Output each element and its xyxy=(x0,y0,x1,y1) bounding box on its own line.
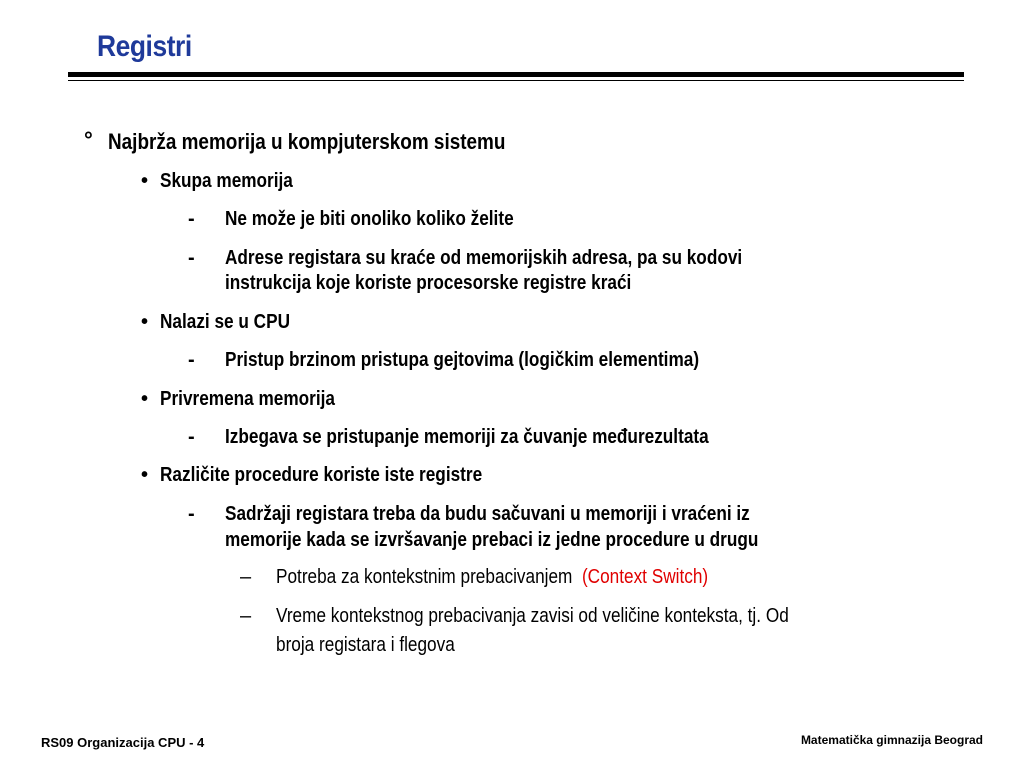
title-divider-thick xyxy=(68,72,964,77)
context-switch-highlight: (Context Switch) xyxy=(581,566,709,588)
bullet-dot-icon: • xyxy=(141,464,149,486)
sub-bullet-2 xyxy=(160,311,311,334)
detail-item-2-line2 xyxy=(276,634,484,657)
sub-sub-bullet-2-1-text: Pristup brzinom pristupa gejtovima (logičkim elementima) xyxy=(225,349,700,371)
sub-sub-bullet-3-1-text: Izbegava se pristupanje memoriji za čuvanje međurezultata xyxy=(225,426,709,448)
sub-sub-bullet-1-1 xyxy=(225,208,561,231)
sub-bullet-3-text: Privremena memorija xyxy=(160,388,335,410)
sub-bullet-1-text: Skupa memorija xyxy=(160,170,293,192)
sub-bullet-3 xyxy=(160,388,363,411)
dash-marker: - xyxy=(188,208,195,230)
sub-bullet-1 xyxy=(160,170,315,193)
title-divider-thin xyxy=(68,80,964,81)
sub-sub-bullet-4-1-line1 xyxy=(225,503,835,526)
dash-marker: - xyxy=(188,247,195,269)
sub-sub-bullet-1-2-line2 xyxy=(225,272,697,295)
endash-marker: – xyxy=(240,566,252,588)
dash-marker: - xyxy=(188,503,195,525)
sub-sub-bullet-1-2-line2-text: instrukcija koje koriste procesorske registre kraći xyxy=(225,272,632,294)
sub-sub-bullet-2-1 xyxy=(225,349,776,372)
sub-sub-bullet-4-1-line2-text: memorije kada se izvršavanje prebaci iz jedne procedure u drugu xyxy=(225,529,759,551)
bullet-dot-icon: • xyxy=(141,388,149,410)
page-title: Registri xyxy=(97,30,192,63)
level1-marker: ° xyxy=(84,127,93,152)
sub-sub-bullet-3-1 xyxy=(225,426,787,449)
bullet-dot-icon: • xyxy=(141,170,149,192)
footer-slide-label: RS09 Organizacija CPU - 4 xyxy=(41,735,205,750)
sub-bullet-4 xyxy=(160,464,535,487)
bullet-dot-icon: • xyxy=(141,311,149,333)
footer-school-name: Matematička gimnazija Beograd xyxy=(800,733,983,747)
sub-bullet-4-text: Različite procedure koriste iste registre xyxy=(160,464,483,486)
sub-sub-bullet-4-1-line1-text: Sadržaji registara treba da budu sačuvani u memoriji i vraćeni iz xyxy=(225,503,750,525)
detail-item-2-line2-text: broja registara i flegova xyxy=(276,634,455,656)
endash-marker: – xyxy=(240,605,252,627)
detail-item-2-line1 xyxy=(276,605,872,628)
sub-sub-bullet-1-2-line1 xyxy=(225,247,826,270)
sub-bullet-2-text: Nalazi se u CPU xyxy=(160,311,291,333)
detail-item-1-text: Potreba za kontekstnim prebacivanjem xyxy=(276,566,573,588)
sub-sub-bullet-1-2-line1-text: Adrese registara su kraće od memorijskih adresa, pa su kodovi xyxy=(225,247,743,269)
bullet-item-1 xyxy=(108,129,570,155)
sub-sub-bullet-1-1-text: Ne može je biti onoliko koliko želite xyxy=(225,208,514,230)
dash-marker: - xyxy=(188,426,195,448)
detail-item-1 xyxy=(276,566,778,589)
dash-marker: - xyxy=(188,349,195,371)
bullet-item-1-text: Najbrža memorija u kompjuterskom sistemu xyxy=(108,129,506,154)
sub-sub-bullet-4-1-line2 xyxy=(225,529,845,552)
detail-item-2-line1-text: Vreme kontekstnog prebacivanja zavisi od veličine konteksta, tj. Od xyxy=(276,605,789,627)
